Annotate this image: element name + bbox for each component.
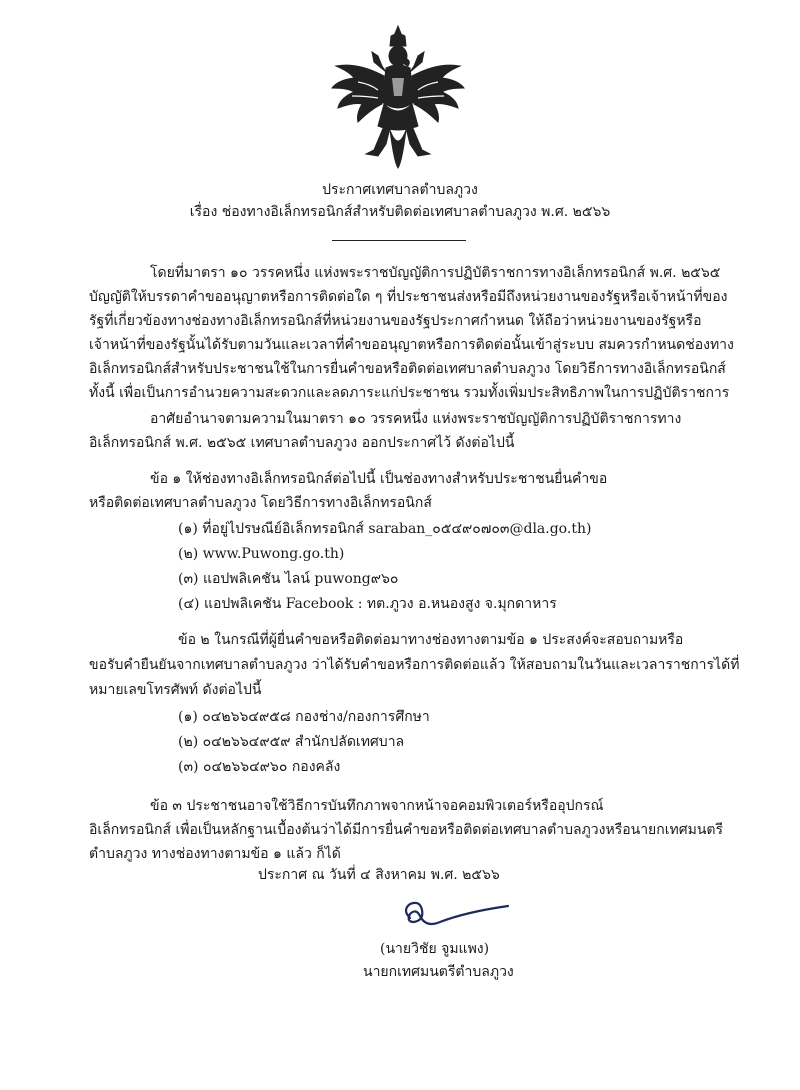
authority-line: อิเล็กทรอนิกส์ พ.ศ. ๒๕๖๕ เทศบาลตำบลภูวง ออกประกาศไว้ ดังต่อไปนี้ <box>89 435 515 451</box>
phone-item: (๒) ๐๔๒๖๖๔๙๕๙ สำนักปลัดเทศบาล <box>178 734 405 750</box>
phone-item: (๑) ๐๔๒๖๖๔๙๕๘ กองช่าง/กองการศึกษา <box>178 709 430 725</box>
announcement-date: ประกาศ ณ วันที่ ๔ สิงหาคม พ.ศ. ๒๕๖๖ <box>258 867 500 883</box>
clause-1-line: หรือติดต่อเทศบาลตำบลภูวง โดยวิธีการทางอิเล็กทรอนิกส์ <box>89 495 432 511</box>
clause-1-line: ข้อ ๑ ให้ช่องทางอิเล็กทรอนิกส์ต่อไปนี้ เป็นช่องทางสำหรับประชาชนยื่นคำขอ <box>150 471 608 487</box>
preamble-line: โดยที่มาตรา ๑๐ วรรคหนึ่ง แห่งพระราชบัญญัติการปฏิบัติราชการทางอิเล็กทรอนิกส์ พ.ศ. ๒๕๖๕ <box>150 265 721 281</box>
clause-3-line: ข้อ ๓ ประชาชนอาจใช้วิธีการบันทึกภาพจากหน้าจอคอมพิวเตอร์หรืออุปกรณ์ <box>150 798 604 814</box>
signer-name: (นายวิชัย จูมแพง) <box>380 941 490 957</box>
clause-2-line: หมายเลขโทรศัพท์ ดังต่อไปนี้ <box>89 682 262 698</box>
title-divider <box>332 240 466 241</box>
preamble-line: รัฐที่เกี่ยวข้องทางช่องทางอิเล็กทรอนิกส์ที่หน่วยงานของรัฐประกาศกำหนด ให้ถือว่าหน่วยงานของรัฐหรือ <box>89 313 702 329</box>
clause-2-line: ขอรับคำยืนยันจากเทศบาลตำบลภูวง ว่าได้รับคำขอหรือการติดต่อแล้ว ให้สอบถามในวันและเวลาราชการได้ที่ <box>89 657 740 673</box>
subject-line: เรื่อง ช่องทางอิเล็กทรอนิกส์สำหรับติดต่อเทศบาลตำบลภูวง พ.ศ. ๒๕๖๖ <box>189 204 611 220</box>
clause-3-line: อิเล็กทรอนิกส์ เพื่อเป็นหลักฐานเบื้องต้นว่าได้มีการยื่นคำขอหรือติดต่อเทศบาลตำบลภูวงหรือนายกเทศมนตรี <box>89 822 724 838</box>
signer-title: นายกเทศมนตรีตำบลภูวง <box>363 964 514 980</box>
channel-item: (๓) แอปพลิเคชัน ไลน์ puwong๙๖๐ <box>178 571 399 587</box>
channel-item: (๒) www.Puwong.go.th) <box>178 546 345 562</box>
garuda-emblem <box>328 22 468 170</box>
issuer-title: ประกาศเทศบาลตำบลภูวง <box>322 182 478 198</box>
preamble-line: อิเล็กทรอนิกส์สำหรับประชาชนใช้ในการยื่นคำขอหรือติดต่อเทศบาลตำบลภูวง โดยวิธีการทางอิเล็กทรอนิกส์ <box>89 361 726 377</box>
signature <box>396 896 516 936</box>
channel-item: (๑) ที่อยู่ไปรษณีย์อิเล็กทรอนิกส์ saraban_๐๕๔๙๐๗๐๓@dla.go.th) <box>178 521 592 537</box>
phone-item: (๓) ๐๔๒๖๖๔๙๖๐ กองคลัง <box>178 759 341 775</box>
preamble-line: เจ้าหน้าที่ของรัฐนั้นได้รับตามวันและเวลาที่คำขออนุญาตหรือการติดต่อนั้นเข้าสู่ระบบ สมควรกำหนดช่องทาง <box>89 337 734 353</box>
channel-item: (๔) แอปพลิเคชัน Facebook : ทต.ภูวง อ.หนองสูง จ.มุกดาหาร <box>178 596 557 612</box>
clause-3-line: ตำบลภูวง ทางช่องทางตามข้อ ๑ แล้ว ก็ได้ <box>89 846 341 862</box>
clause-2-line: ข้อ ๒ ในกรณีที่ผู้ยื่นคำขอหรือติดต่อมาทางช่องทางตามข้อ ๑ ประสงค์จะสอบถามหรือ <box>178 632 684 648</box>
preamble-line: ทั้งนี้ เพื่อเป็นการอำนวยความสะดวกและลดภาระแก่ประชาชน รวมทั้งเพิ่มประสิทธิภาพในการปฏิบัติราชการ <box>89 385 730 401</box>
preamble-line: บัญญัติให้บรรดาคำขออนุญาตหรือการติดต่อใด ๆ ที่ประชาชนส่งหรือมีถึงหน่วยงานของรัฐหรือเจ้าหน้าที่ของ <box>89 289 728 305</box>
authority-line: อาศัยอำนาจตามความในมาตรา ๑๐ วรรคหนึ่ง แห่งพระราชบัญญัติการปฏิบัติราชการทาง <box>150 411 682 427</box>
